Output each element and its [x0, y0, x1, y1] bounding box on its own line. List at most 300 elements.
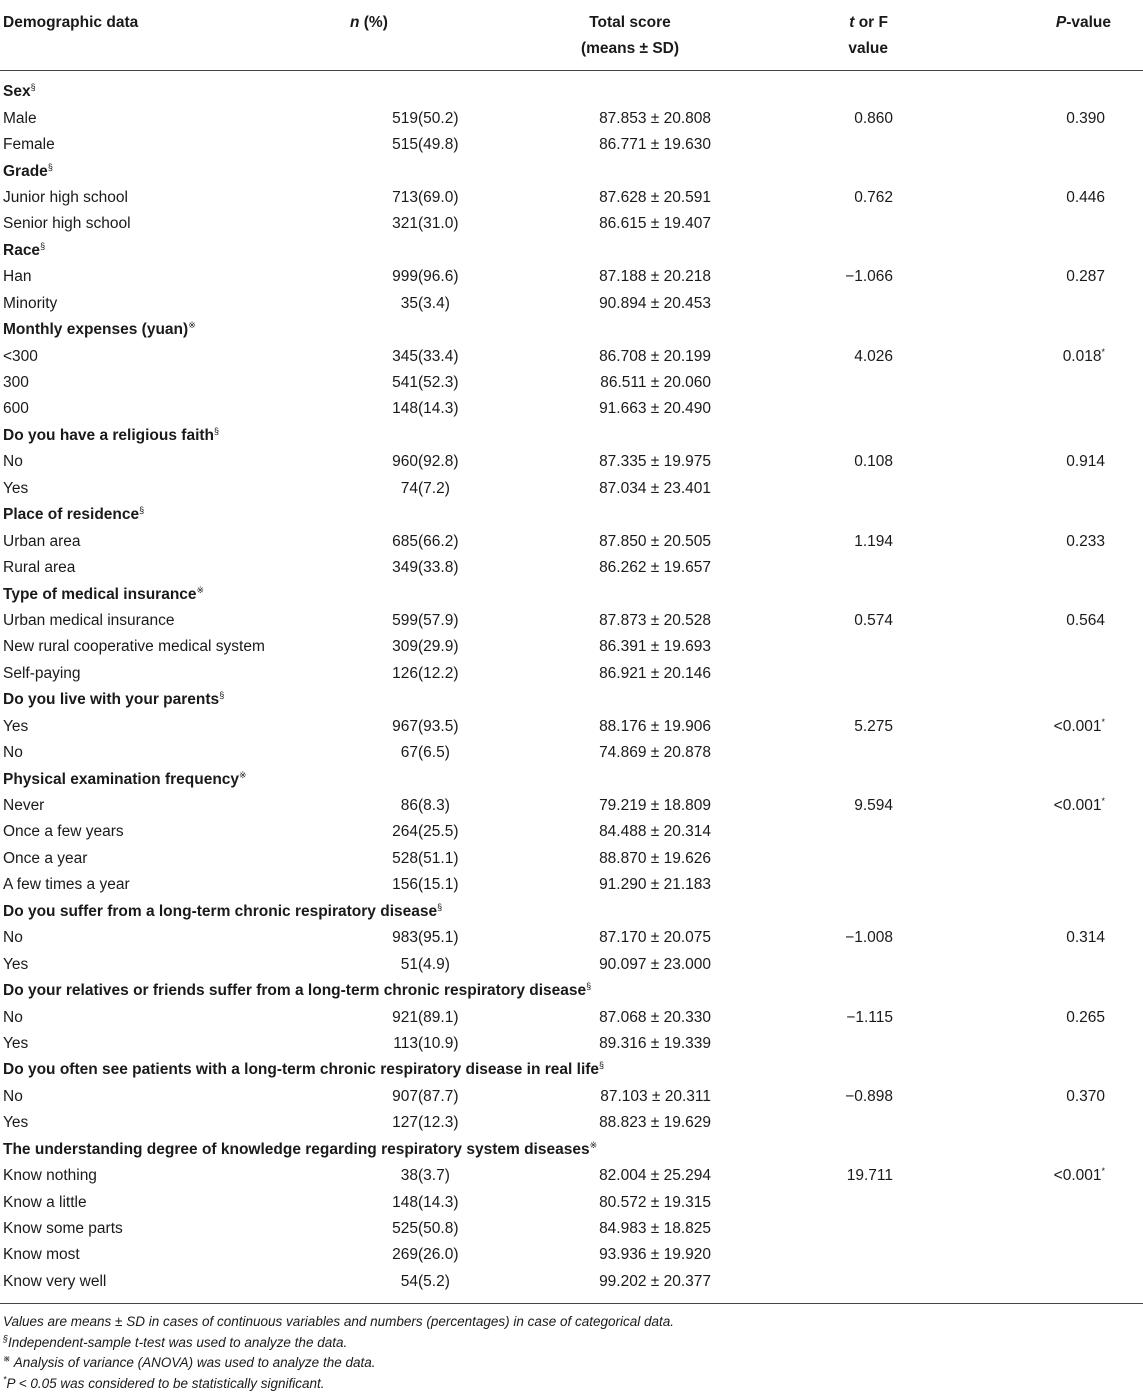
table-body: [0, 71, 1143, 1296]
percent: (29.9): [418, 638, 459, 656]
group-title-cell: [0, 502, 1143, 528]
test-mark: §: [139, 505, 145, 516]
total-score: 79.219 ± 18.809: [599, 797, 711, 815]
group-title-cell: [0, 317, 1143, 343]
percent: (50.2): [418, 109, 459, 127]
total-score: 88.823 ± 19.629: [599, 1114, 711, 1132]
table-row: [0, 714, 1143, 740]
group-title-cell: [0, 71, 1143, 106]
table-footnotes: [0, 1303, 1143, 1394]
table-row: [0, 291, 1143, 317]
n-percent-cell: [330, 476, 460, 502]
group-header-row: [0, 238, 1143, 264]
n-percent-cell: [330, 105, 460, 131]
table-row: [0, 740, 1143, 766]
total-score: 86.615 ± 19.407: [599, 215, 711, 233]
p-value-cell: [910, 951, 1143, 977]
t-or-f-value: [760, 1031, 910, 1057]
n-count: 967: [392, 717, 418, 735]
t-or-f-value: [760, 1216, 910, 1242]
t-or-f-value: [760, 1110, 910, 1136]
n-count: 519: [392, 109, 418, 127]
row-label: Urban medical insurance: [3, 611, 175, 629]
n-count: 515: [392, 136, 418, 154]
percent: (3.4): [418, 294, 450, 312]
total-score: 82.004 ± 25.294: [599, 1167, 711, 1185]
percent: (96.6): [418, 268, 459, 286]
t-or-f-value: [760, 819, 910, 845]
test-mark: §: [47, 161, 53, 172]
group-header-row: [0, 687, 1143, 713]
t-or-f-value: −1.066: [845, 268, 893, 286]
group-title: Place of residence: [3, 506, 140, 524]
total-score: 74.869 ± 20.878: [599, 744, 711, 762]
n-count: 156: [392, 876, 418, 894]
table-row: [0, 1189, 1143, 1215]
group-title: Sex: [3, 83, 31, 101]
t-or-f-value: [760, 370, 910, 396]
table-row: [0, 793, 1143, 819]
p-value: <0.001: [1053, 797, 1102, 815]
n-percent-cell: [330, 264, 460, 290]
total-score: 87.068 ± 20.330: [599, 1008, 711, 1026]
p-value-cell: [910, 476, 1143, 502]
table-row: [0, 819, 1143, 845]
group-title-cell: [0, 1137, 1143, 1163]
total-score: 99.202 ± 20.377: [599, 1272, 711, 1290]
n-percent-cell: [330, 740, 460, 766]
footnote-mark: ※: [3, 1353, 11, 1364]
n-percent-cell: [330, 819, 460, 845]
row-label: Han: [3, 268, 32, 286]
footnote-text: Independent-sample t-test was used to analyze the data.: [8, 1334, 348, 1350]
test-mark: §: [599, 1060, 605, 1071]
t-or-f-value: −1.115: [846, 1008, 893, 1026]
table-row: [0, 132, 1143, 158]
table-row: [0, 528, 1143, 554]
total-score: 90.894 ± 20.453: [599, 294, 711, 312]
group-header-row: [0, 317, 1143, 343]
total-score: 91.663 ± 20.490: [599, 400, 711, 418]
group-title-cell: [0, 899, 1143, 925]
p-value-cell: [910, 1269, 1143, 1295]
group-header-row: [0, 1137, 1143, 1163]
table-row: [0, 925, 1143, 951]
group-header-row: [0, 766, 1143, 792]
test-mark: ※: [589, 1139, 598, 1150]
p-value-cell: [910, 370, 1143, 396]
t-or-f-value: [760, 634, 910, 660]
table-row: [0, 872, 1143, 898]
table-header: [0, 4, 1143, 71]
n-count: 51: [400, 955, 418, 973]
header-t-or-f-value: t or F value: [760, 4, 910, 71]
percent: (69.0): [418, 188, 459, 206]
n-count: 907: [392, 1087, 418, 1105]
group-title: Grade: [3, 162, 48, 180]
p-value-cell: [910, 1004, 1143, 1030]
footnote-mark: *: [3, 1374, 7, 1385]
row-label: Know very well: [3, 1272, 107, 1290]
p-value-cell: [910, 449, 1143, 475]
percent: (14.3): [418, 400, 459, 418]
p-value-cell: [910, 185, 1143, 211]
group-title: Do you live with your parents: [3, 691, 220, 709]
n-percent-cell: [330, 1242, 460, 1268]
test-mark: §: [214, 425, 220, 436]
header-total-score: Total score (means ± SD): [460, 4, 760, 71]
row-label: Male: [3, 109, 37, 127]
row-label: Know nothing: [3, 1167, 97, 1185]
n-percent-cell: [330, 661, 460, 687]
percent: (4.9): [418, 955, 450, 973]
t-or-f-value: [760, 1269, 910, 1295]
t-or-f-value: [760, 211, 910, 237]
significance-mark: *: [1101, 1166, 1105, 1176]
n-percent-cell: [330, 1269, 460, 1295]
p-value: 0.018: [1062, 347, 1102, 365]
table-row: [0, 634, 1143, 660]
row-label: Senior high school: [3, 215, 131, 233]
n-count: 38: [400, 1167, 418, 1185]
t-or-f-value: −1.008: [845, 929, 893, 947]
total-score: 91.290 ± 21.183: [599, 876, 711, 894]
total-score: 86.391 ± 19.693: [599, 638, 711, 656]
p-value-cell: [910, 608, 1143, 634]
test-mark: ※: [196, 584, 205, 595]
t-or-f-value: [760, 132, 910, 158]
percent: (10.9): [418, 1034, 459, 1052]
p-value: 0.265: [1066, 1008, 1105, 1026]
p-value-cell: [910, 555, 1143, 581]
group-title-cell: [0, 687, 1143, 713]
p-value-cell: [910, 872, 1143, 898]
table-row: [0, 1269, 1143, 1295]
test-mark: §: [219, 690, 225, 701]
total-score: 87.170 ± 20.075: [599, 929, 711, 947]
row-label: Yes: [3, 1114, 29, 1132]
percent: (52.3): [418, 374, 459, 392]
test-mark: §: [30, 82, 36, 93]
n-percent-cell: [330, 291, 460, 317]
n-count: 113: [393, 1034, 418, 1052]
row-label: Know some parts: [3, 1220, 123, 1238]
t-or-f-value: 9.594: [854, 797, 893, 815]
n-percent-cell: [330, 1216, 460, 1242]
percent: (5.2): [418, 1272, 450, 1290]
row-label: Never: [3, 797, 45, 815]
total-score: 87.873 ± 20.528: [599, 611, 711, 629]
n-percent-cell: [330, 872, 460, 898]
p-value-cell: [910, 793, 1143, 819]
table-row: [0, 211, 1143, 237]
table-row: [0, 343, 1143, 369]
n-percent-cell: [330, 132, 460, 158]
row-label: New rural cooperative medical system: [3, 638, 265, 656]
percent: (3.7): [418, 1167, 450, 1185]
table-row: [0, 1084, 1143, 1110]
footnote-mark: §: [3, 1333, 9, 1344]
total-score: 93.936 ± 19.920: [599, 1246, 711, 1264]
t-or-f-value: 0.574: [854, 611, 893, 629]
t-or-f-value: 0.762: [854, 188, 893, 206]
p-value: 0.446: [1066, 188, 1105, 206]
n-count: 983: [392, 929, 418, 947]
n-percent-cell: [330, 211, 460, 237]
row-label: Rural area: [3, 559, 76, 577]
p-value-cell: [910, 1110, 1143, 1136]
percent: (33.4): [418, 347, 459, 365]
test-mark: §: [586, 980, 592, 991]
significance-mark: *: [1101, 795, 1105, 806]
n-count: 713: [392, 188, 418, 206]
group-title: Do you often see patients with a long-term chronic respiratory disease in real life: [3, 1061, 600, 1079]
total-score: 86.708 ± 20.199: [599, 347, 711, 365]
n-count: 67: [400, 744, 418, 762]
total-score: 88.870 ± 19.626: [599, 849, 711, 867]
table-row: [0, 449, 1143, 475]
n-count: 321: [392, 215, 418, 233]
percent: (57.9): [418, 611, 459, 629]
p-value-cell: [910, 396, 1143, 422]
t-or-f-value: [760, 396, 910, 422]
table-row: [0, 555, 1143, 581]
table-row: [0, 1242, 1143, 1268]
total-score: 87.628 ± 20.591: [599, 188, 711, 206]
group-title: Type of medical insurance: [3, 585, 197, 603]
test-mark: ※: [239, 769, 247, 780]
percent: (12.3): [418, 1114, 459, 1132]
n-count: 74: [400, 479, 418, 497]
group-title-cell: [0, 978, 1143, 1004]
table-row: [0, 396, 1143, 422]
group-title-cell: [0, 1057, 1143, 1083]
n-percent-cell: [330, 634, 460, 660]
row-label: Minority: [3, 294, 58, 312]
group-title: Physical examination frequency: [3, 770, 240, 788]
p-value-cell: [910, 132, 1143, 158]
p-value: 0.314: [1066, 929, 1105, 947]
total-score: 90.097 ± 23.000: [599, 955, 711, 973]
group-title-cell: [0, 581, 1143, 607]
n-percent-cell: [330, 185, 460, 211]
p-value-cell: [910, 740, 1143, 766]
group-title-cell: [0, 766, 1143, 792]
row-label: Yes: [3, 479, 29, 497]
p-value-cell: [910, 819, 1143, 845]
n-count: 269: [392, 1246, 418, 1264]
percent: (6.5): [418, 744, 450, 762]
p-value: 0.233: [1066, 532, 1105, 550]
n-percent-cell: [330, 1031, 460, 1057]
n-count: 148: [392, 400, 418, 418]
n-count: 960: [392, 453, 418, 471]
row-label: Once a few years: [3, 823, 124, 841]
table-row: [0, 264, 1143, 290]
n-percent-cell: [330, 343, 460, 369]
table-row: [0, 661, 1143, 687]
n-percent-cell: [330, 528, 460, 554]
t-or-f-value: [760, 661, 910, 687]
n-count: 126: [392, 664, 418, 682]
group-title-cell: [0, 238, 1143, 264]
percent: (15.1): [418, 876, 459, 894]
row-label: Self-paying: [3, 664, 81, 682]
table-row: [0, 105, 1143, 131]
row-label: <300: [3, 347, 38, 365]
p-value: <0.001: [1053, 717, 1102, 735]
p-value-cell: [910, 1189, 1143, 1215]
test-mark: §: [40, 240, 46, 251]
t-or-f-value: [760, 846, 910, 872]
total-score: 87.034 ± 23.401: [599, 479, 711, 497]
group-title: Do you suffer from a long-term chronic respiratory disease: [3, 902, 438, 920]
n-count: 309: [392, 638, 418, 656]
percent: (26.0): [418, 1246, 459, 1264]
table-row: [0, 1031, 1143, 1057]
percent: (93.5): [418, 717, 459, 735]
row-label: No: [3, 453, 23, 471]
percent: (95.1): [418, 929, 459, 947]
header-demographic-data: Demographic data: [0, 4, 330, 71]
p-value-cell: [910, 661, 1143, 687]
total-score: 87.103 ± 20.311: [600, 1087, 711, 1105]
row-label: No: [3, 929, 23, 947]
group-title: Do your relatives or friends suffer from a long-term chronic respiratory disease: [3, 982, 587, 1000]
t-or-f-value: [760, 1189, 910, 1215]
p-value-cell: [910, 925, 1143, 951]
total-score: 86.771 ± 19.630: [599, 136, 711, 154]
row-label: Urban area: [3, 532, 81, 550]
total-score: 86.921 ± 20.146: [599, 664, 711, 682]
n-percent-cell: [330, 714, 460, 740]
t-or-f-value: [760, 740, 910, 766]
n-percent-cell: [330, 396, 460, 422]
row-label: 300: [3, 374, 29, 392]
table-row: [0, 1163, 1143, 1189]
percent: (25.5): [418, 823, 459, 841]
percent: (33.8): [418, 559, 459, 577]
n-count: 264: [392, 823, 418, 841]
table-row: [0, 1004, 1143, 1030]
p-value-cell: [910, 1031, 1143, 1057]
row-label: Know a little: [3, 1193, 87, 1211]
n-percent-cell: [330, 846, 460, 872]
t-or-f-value: 4.026: [854, 347, 893, 365]
p-value: 0.287: [1066, 268, 1105, 286]
n-count: 921: [392, 1008, 418, 1026]
significance-mark: *: [1101, 346, 1105, 357]
p-value: 0.370: [1066, 1087, 1105, 1105]
p-value-cell: [910, 846, 1143, 872]
p-value-cell: [910, 1163, 1143, 1189]
p-value: 0.390: [1066, 109, 1105, 127]
n-percent-cell: [330, 951, 460, 977]
table-row: [0, 370, 1143, 396]
n-count: 999: [392, 268, 418, 286]
n-percent-cell: [330, 370, 460, 396]
total-score: 84.488 ± 20.314: [599, 823, 711, 841]
percent: (8.3): [418, 797, 450, 815]
percent: (49.8): [418, 136, 459, 154]
footnote: [3, 1353, 1143, 1374]
footnote-text: P < 0.05 was considered to be statistically significant.: [6, 1375, 325, 1391]
table-row: [0, 1110, 1143, 1136]
row-label: No: [3, 1008, 23, 1026]
p-value-cell: [910, 105, 1143, 131]
t-or-f-value: [760, 872, 910, 898]
row-label: Yes: [3, 955, 29, 973]
total-score: 86.262 ± 19.657: [599, 559, 711, 577]
group-header-row: [0, 158, 1143, 184]
footnote: [3, 1333, 1143, 1354]
t-or-f-value: 19.711: [846, 1167, 893, 1185]
n-percent-cell: [330, 925, 460, 951]
percent: (66.2): [418, 532, 459, 550]
footnote-text: Values are means ± SD in cases of continuous variables and numbers (percentages) in case of categorical data.: [3, 1314, 675, 1330]
demographic-table: [0, 4, 1143, 1295]
percent: (31.0): [418, 215, 459, 233]
total-score: 84.983 ± 18.825: [599, 1220, 711, 1238]
header-n-percent: n (%): [330, 4, 460, 71]
n-percent-cell: [330, 1084, 460, 1110]
table-row: [0, 1216, 1143, 1242]
n-percent-cell: [330, 555, 460, 581]
n-count: 148: [392, 1193, 418, 1211]
p-value-cell: [910, 291, 1143, 317]
t-or-f-value: 5.275: [854, 717, 893, 735]
percent: (87.7): [418, 1087, 459, 1105]
p-value-cell: [910, 343, 1143, 369]
group-header-row: [0, 71, 1143, 106]
table-row: [0, 608, 1143, 634]
table-row: [0, 951, 1143, 977]
significance-mark: *: [1101, 716, 1105, 727]
p-value-cell: [910, 714, 1143, 740]
percent: (50.8): [418, 1220, 459, 1238]
percent: (92.8): [418, 453, 459, 471]
n-percent-cell: [330, 793, 460, 819]
total-score: 87.850 ± 20.505: [599, 532, 711, 550]
row-label: Yes: [3, 1034, 29, 1052]
group-title-cell: [0, 423, 1143, 449]
test-mark: §: [437, 901, 443, 912]
p-value: 0.564: [1066, 611, 1105, 629]
n-count: 525: [392, 1220, 418, 1238]
t-or-f-value: 0.860: [854, 109, 893, 127]
group-title: Monthly expenses (yuan): [3, 321, 189, 339]
p-value-cell: [910, 1084, 1143, 1110]
n-count: 86: [400, 797, 418, 815]
n-count: 54: [400, 1272, 418, 1290]
group-title: Do you have a religious faith: [3, 426, 215, 444]
p-value-cell: [910, 634, 1143, 660]
group-header-row: [0, 1057, 1143, 1083]
group-title: The understanding degree of knowledge regarding respiratory system diseases: [3, 1140, 590, 1158]
footnote: [3, 1312, 1143, 1333]
total-score: 87.335 ± 19.975: [599, 453, 711, 471]
n-percent-cell: [330, 1110, 460, 1136]
t-or-f-value: 0.108: [854, 453, 893, 471]
n-count: 349: [392, 559, 418, 577]
n-percent-cell: [330, 1189, 460, 1215]
group-header-row: [0, 978, 1143, 1004]
total-score: 80.572 ± 19.315: [599, 1193, 711, 1211]
row-label: No: [3, 744, 23, 762]
row-label: Know most: [3, 1246, 80, 1264]
n-count: 599: [392, 611, 418, 629]
footnote-text: Analysis of variance (ANOVA) was used to analyze the data.: [10, 1355, 376, 1371]
